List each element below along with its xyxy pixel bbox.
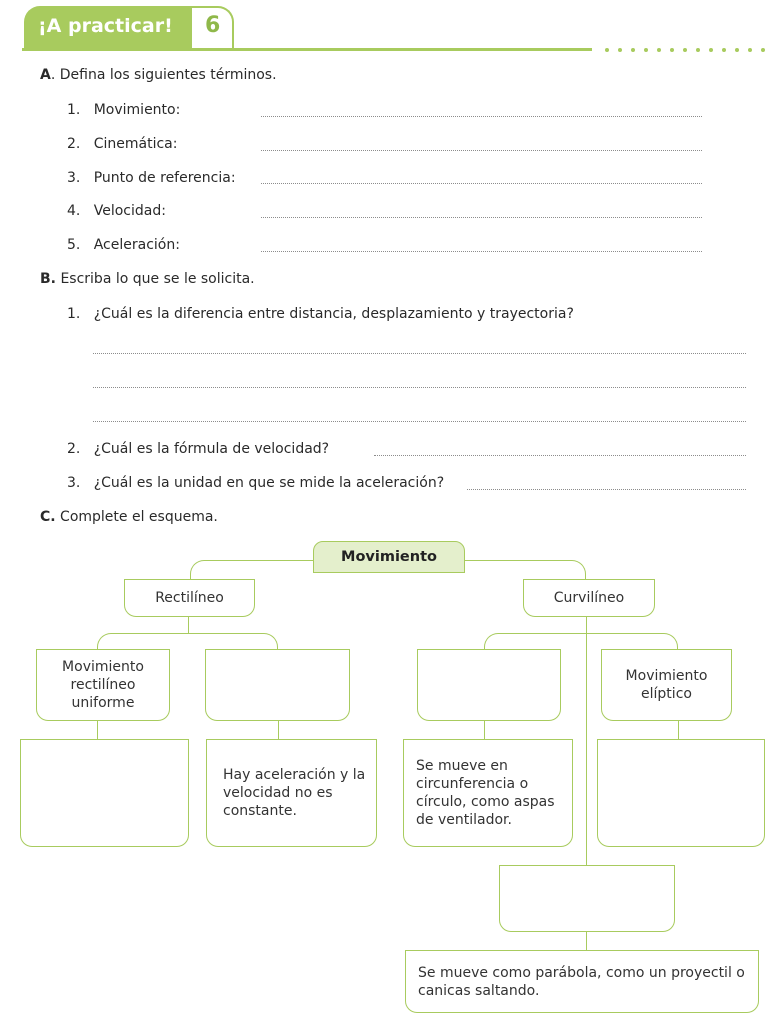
answer-line[interactable] [93,387,746,388]
node-curvilineo-blank[interactable] [417,649,561,721]
node-mru: Movimiento rectilíneo uniforme [36,649,170,721]
section-a-heading [40,67,277,83]
connector [484,720,485,740]
connector [190,560,314,580]
node-eliptico: Movimiento elíptico [601,649,732,721]
node-mru-desc-blank[interactable] [20,739,189,847]
section-b-letter: B. [40,271,56,287]
answer-line[interactable] [467,489,746,490]
node-eliptico-desc-blank[interactable] [597,739,765,847]
header-dots [605,48,765,52]
term-label: Velocidad: [93,203,166,219]
term-item: 4. Velocidad: [67,203,166,219]
diagram-root-movimiento: Movimiento [313,541,465,573]
node-rectilineo-blank[interactable] [205,649,350,721]
lesson-number: 6 [205,13,221,38]
answer-line[interactable] [261,116,702,117]
node-rectilineo: Rectilíneo [124,579,255,617]
connector [97,633,278,650]
term-item: 2. Cinemática: [67,136,178,152]
connector [97,720,98,740]
section-b-instruction: Escriba lo que se le solicita. [60,271,255,287]
answer-line[interactable] [93,353,746,354]
connector [484,633,678,650]
answer-line[interactable] [261,251,702,252]
question-text: ¿Cuál es la diferencia entre distancia, desplazamiento y trayectoria? [93,306,574,322]
node-rectilineo-desc: Hay aceleración y la velocidad no es constante. [206,739,377,847]
question-text: ¿Cuál es la unidad en que se mide la aceleración? [93,475,445,491]
answer-line[interactable] [374,455,746,456]
section-c-letter: C. [40,509,56,525]
connector [586,931,587,951]
answer-line[interactable] [261,150,702,151]
answer-line[interactable] [261,183,702,184]
term-item: 1. Movimiento: [67,102,181,118]
header-divider [22,48,592,51]
term-label: Aceleración: [93,237,180,253]
question-text: ¿Cuál es la fórmula de velocidad? [93,441,330,457]
connector [678,720,679,740]
node-curvilineo: Curvilíneo [523,579,655,617]
connector [278,720,279,740]
section-a-letter: A [40,67,51,83]
question-item: 2. ¿Cuál es la fórmula de velocidad? [67,441,330,457]
term-label: Cinemática: [93,136,178,152]
section-c-heading [40,509,218,525]
term-label: Movimiento: [93,102,181,118]
node-parabolico-desc: Se mueve como parábola, como un proyectil o canicas saltando. [405,950,759,1013]
node-parabolico-blank[interactable] [499,865,675,932]
section-b-heading [40,271,255,287]
answer-line[interactable] [261,217,702,218]
page-title: ¡A practicar! [38,15,173,37]
section-a-instruction: . Defina los siguientes términos. [50,67,277,83]
section-c-instruction: Complete el esquema. [60,509,218,525]
question-item: 1. ¿Cuál es la diferencia entre distancia, desplazamiento y trayectoria? [67,306,574,322]
connector [464,560,586,580]
term-label: Punto de referencia: [93,170,236,186]
term-item: 5. Aceleración: [67,237,180,253]
connector [188,616,189,634]
node-circular-desc: Se mueve en circunferencia o círculo, como aspas de ventilador. [403,739,573,847]
term-item: 3. Punto de referencia: [67,170,236,186]
answer-line[interactable] [93,421,746,422]
question-item: 3. ¿Cuál es la unidad en que se mide la aceleración? [67,475,445,491]
